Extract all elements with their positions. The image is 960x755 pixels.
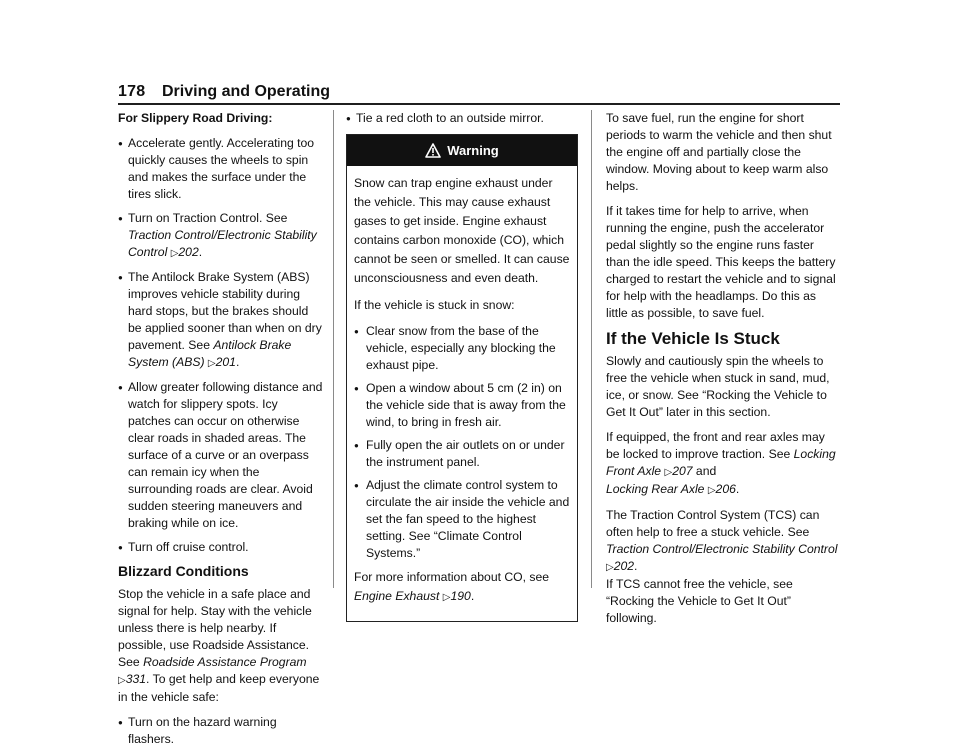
column-left <box>118 110 323 755</box>
list-item: ● Allow greater following distance and watch for slippery spots. Icy patches can occur on otherwise clear roads in shaded areas. The surface of a curve or an overpass can remain icy when the surrounding roads are clear. Avoid sudden steering maneuvers and braking while on ice. <box>118 379 323 532</box>
cross-ref-link[interactable]: Roadside Assistance Program <box>143 655 307 669</box>
blizzard-paragraph: Stop the vehicle in a safe place and signal for help. Stay with the vehicle unless there is help nearby. If possible, use Roadside Assistance. See Roadside Assistance Program ▷331. To get help and keep everyone in the vehicle safe: <box>118 587 320 704</box>
page-number: 178 <box>118 83 146 100</box>
list-item: ● Adjust the climate control system to circulate the air inside the vehicle and set the fan speed to the highest setting. See “Climate Control Systems.” <box>354 477 570 562</box>
page-ref[interactable]: 331 <box>125 672 147 686</box>
list-item: ● The Antilock Brake System (ABS) improves vehicle stability during hard stops, but the brakes should be applied sooner than when on dry pavement. See Antilock Brake System (ABS) ▷201. <box>118 269 323 372</box>
list-item: ● Turn on Traction Control. See Traction Control/Electronic Stability Control ▷202. <box>118 210 323 262</box>
page-ref-arrow-icon: ▷ <box>170 248 179 259</box>
warning-title: Warning <box>447 143 499 158</box>
warning-triangle-icon <box>425 138 441 169</box>
cross-ref-link[interactable]: Locking Rear Axle <box>606 482 705 496</box>
cross-ref-link[interactable]: Engine Exhaust <box>354 589 440 603</box>
page-ref-arrow-icon: ▷ <box>606 562 614 573</box>
page-ref-arrow-icon: ▷ <box>118 675 126 686</box>
page-ref[interactable]: 207 <box>672 464 693 478</box>
stuck-heading: If the Vehicle Is Stuck <box>606 329 780 348</box>
column-right: To save fuel, run the engine for short periods to warm the vehicle and then shut the engine off and partially close the window. Moving about to keep warm also helps. If it takes time for help to arrive, when running the engine, push the accelerator pedal slightly so the engine runs faster than the idle speed. This keeps the battery charged to restart the vehicle and to signal for help with the headlamps. Do this as little as possible, to save fuel. If the Vehicle Is Stuck Slowly and cautiously spin the wheels to free the vehicle when stuck in sand, mud, ice, or snow. See “Rocking the Vehicle to Get It Out” later in this section. If equipped, the front and rear axles may be locked to improve traction. See Locking Front Axle ▷207 and Locking Rear Axle ▷206. The Traction Control System (TCS) can often help to free a stuck vehicle. See Traction Control/Electronic Stability Control ▷202. If TCS cannot free the vehicle, see “Rocking the Vehicle to Get It Out” following. <box>606 110 840 635</box>
page-ref[interactable]: 202 <box>613 559 635 573</box>
list-item: ● Tie a red cloth to an outside mirror. <box>346 110 578 127</box>
cross-ref-link[interactable]: Antilock Brake System (ABS) <box>128 338 292 369</box>
page-ref[interactable]: 202 <box>178 245 199 259</box>
page-ref-arrow-icon: ▷ <box>707 485 716 496</box>
list-item: ● Accelerate gently. Accelerating too quickly causes the wheels to spin and makes the surface under the tires slick. <box>118 135 323 203</box>
list-item: ● Fully open the air outlets on or under the instrument panel. <box>354 437 570 471</box>
warning-header <box>347 135 577 166</box>
page-ref-arrow-icon: ▷ <box>664 467 673 478</box>
blizzard-heading: Blizzard Conditions <box>118 563 249 579</box>
list-item: ● Turn off cruise control. <box>118 539 323 556</box>
section-title: Driving and Operating <box>162 83 331 100</box>
page-ref-arrow-icon: ▷ <box>207 358 216 369</box>
page-ref[interactable]: 206 <box>715 482 736 496</box>
page-header <box>118 80 840 104</box>
list-item: ● Turn on the hazard warning flashers. <box>118 714 323 748</box>
column-divider <box>333 110 334 588</box>
warning-box <box>346 134 578 622</box>
column-middle <box>346 110 578 622</box>
cross-ref-link[interactable]: Traction Control/Electronic Stability Control <box>606 542 838 556</box>
slippery-road-list <box>118 135 323 556</box>
warning-body: Snow can trap engine exhaust under the vehicle. This may cause exhaust gases to get inside. Engine exhaust contains carbon monoxide (CO), which cannot be seen or smelled. It can cause unconsciousness and even death. If the vehicle is stuck in snow: ● Clear snow from the base of the vehicle, especially any blocking the exhaust pipe. ● Open a window about 5 cm (2 in) on the vehicle side that is away from the wind, to bring in fresh air. ● Fully open the air outlets on or under the instrument panel. ● Adjust the climate control system to circulate the air inside the vehicle and set the fan speed to the highest setting. See “Climate Control Systems.” For more information about CO, see Engine Exhaust ▷190. <box>347 166 577 621</box>
list-item: ● Open a window about 5 cm (2 in) on the vehicle side that is away from the wind, to bring in fresh air. <box>354 380 570 431</box>
page-ref-arrow-icon: ▷ <box>442 592 451 603</box>
list-item: ● Clear snow from the base of the vehicle, especially any blocking the exhaust pipe. <box>354 323 570 374</box>
header-rule <box>118 103 840 105</box>
cross-ref-link[interactable]: Traction Control/Electronic Stability Control <box>128 228 317 259</box>
page-ref[interactable]: 190 <box>450 589 471 603</box>
cross-ref-link[interactable]: Locking Front Axle <box>606 447 836 478</box>
page-ref[interactable]: 201 <box>215 355 236 369</box>
column-divider <box>591 110 592 588</box>
slippery-road-heading: For Slippery Road Driving: <box>118 111 273 125</box>
